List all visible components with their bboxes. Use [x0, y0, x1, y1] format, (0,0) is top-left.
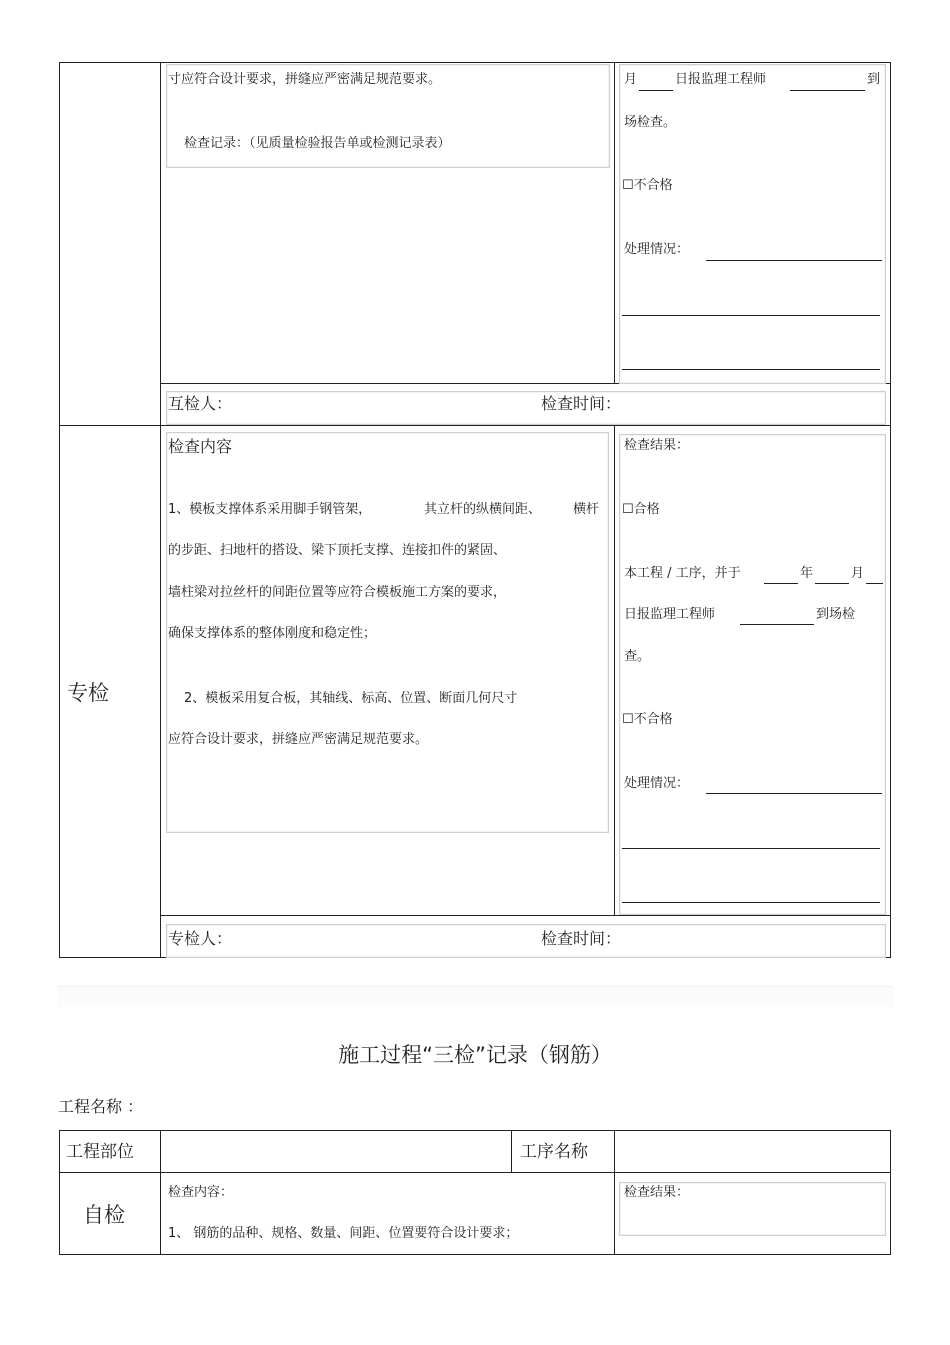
content-text: 2、模板采用复合板，其轴线、标高、位置、断面几何尺寸 — [184, 691, 518, 706]
blank-line — [790, 90, 865, 91]
fail-checkbox[interactable]: ☐不合格 — [622, 712, 673, 727]
result-text: 本工程 / 工序，并于 — [624, 566, 741, 581]
check-time-label: 检查时间： — [541, 394, 622, 413]
blank-line — [740, 624, 814, 625]
mutual-inspector-label: 互检人： — [168, 394, 233, 413]
handling-line — [622, 848, 880, 849]
special-inspector-label: 专检人： — [168, 929, 233, 948]
result-text: 年 — [800, 566, 814, 581]
part-label: 工程部位 — [66, 1142, 134, 1162]
project-name-label: 工程名称 ： — [58, 1097, 144, 1116]
result-text: 月 — [851, 566, 865, 581]
content-heading: 检查内容： — [168, 1185, 234, 1200]
result-heading: 检查结果： — [624, 1185, 690, 1200]
signature-box — [166, 924, 886, 958]
process-field[interactable] — [616, 1132, 888, 1170]
content-text: 应符合设计要求，拼缝应严密满足规范要求。 — [168, 732, 429, 747]
page-separator — [57, 986, 893, 1007]
handling-line — [622, 315, 880, 316]
self-inspection-label: 自检 — [83, 1203, 125, 1227]
content-text: 确保支撑体系的整体刚度和稳定性； — [168, 626, 377, 641]
blank-line — [815, 583, 849, 584]
fail-checkbox[interactable]: ☐不合格 — [622, 178, 673, 193]
content-text: 寸应符合设计要求，拼缝应严密满足规范要求。 — [168, 72, 442, 87]
handling-line — [706, 260, 882, 261]
result-text: 月 — [624, 72, 638, 87]
check-time-label: 检查时间： — [541, 929, 622, 948]
content-text: 的步距、扫地杆的搭设、梁下顶托支撑、连接扣件的紧固、 — [168, 543, 507, 558]
form-title: 施工过程“三检”记录（钢筋） — [338, 1043, 612, 1067]
handling-label: 处理情况： — [624, 776, 690, 791]
result-heading: 检查结果： — [624, 438, 690, 453]
result-box-top — [619, 64, 886, 384]
part-field[interactable] — [162, 1132, 509, 1170]
handling-label: 处理情况： — [624, 242, 690, 257]
content-text: 其立杆的纵横间距、 — [424, 502, 542, 517]
handling-line — [622, 902, 880, 903]
content-text: 1、模板支撑体系采用脚手钢管架， — [168, 502, 372, 517]
result-text: 日报监理工程师 — [624, 607, 716, 622]
result-text: 日报监理工程师 — [675, 72, 767, 87]
handling-line — [706, 793, 882, 794]
result-text: 查。 — [624, 649, 651, 664]
pass-checkbox[interactable]: ☐合格 — [622, 502, 660, 517]
signature-box — [166, 391, 886, 425]
blank-line — [639, 90, 673, 91]
handling-line — [622, 369, 880, 370]
result-text: 场检查。 — [624, 115, 677, 130]
content-text: 墙柱梁对拉丝杆的间距位置等应符合模板施工方案的要求， — [168, 585, 507, 600]
process-label: 工序名称 — [520, 1142, 588, 1162]
content-text: 横杆 — [573, 502, 600, 517]
special-inspection-label: 专检 — [67, 681, 109, 705]
content-heading: 检查内容 — [168, 437, 233, 456]
record-note: 检查记录：（见质量检验报告单或检测记录表） — [184, 136, 451, 151]
blank-line — [866, 583, 883, 584]
result-text: 到场检 — [816, 607, 856, 622]
content-text: 1、 钢筋的品种、规格、数量、间距、位置要符合设计要求； — [168, 1226, 519, 1241]
blank-line — [764, 583, 798, 584]
result-text: 到 — [867, 72, 881, 87]
